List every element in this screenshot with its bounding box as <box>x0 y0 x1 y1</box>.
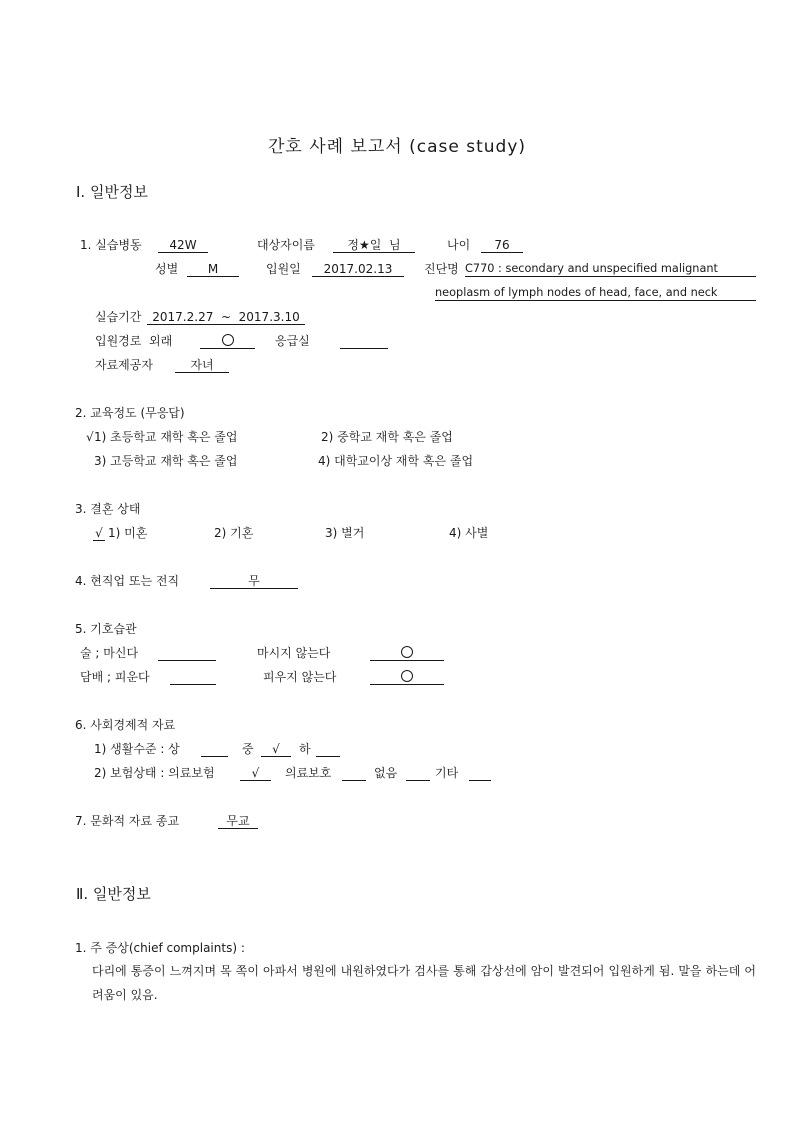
no-alcohol-label: 마시지 않는다 <box>257 646 331 660</box>
admit-date-value: 2017.02.13 <box>312 262 404 277</box>
living-standard-label: 1) 생활수준 : 상 <box>94 742 180 756</box>
ward-value: 42W <box>158 238 208 253</box>
socio-heading: 6. 사회경제적 자료 <box>75 718 176 732</box>
emergency-label: 응급실 <box>275 334 310 348</box>
practice-period-value: 2017.2.27 ~ 2017.3.10 <box>147 310 305 325</box>
diagnosis-line1: C770 : secondary and unspecified malignant <box>465 262 756 277</box>
sex-label: 성별 <box>155 262 179 276</box>
education-heading: 2. 교육정도 (무응답) <box>75 406 185 420</box>
education-option-4: 4) 대학교이상 재학 혹은 졸업 <box>318 454 474 468</box>
medical-aid-blank <box>342 766 366 781</box>
chief-complaint-heading: 1. 주 증상(chief complaints) : <box>75 941 245 955</box>
diagnosis-label: 진단명 <box>424 262 459 276</box>
chief-complaint-text: 다리에 통증이 느껴지며 목 쪽이 아파서 병원에 내원하였다가 검사를 통해 갑상선에 암이 발견되어 입원하게 됨. 말을 하는데 어려움이 있음. <box>92 964 756 1002</box>
age-value: 76 <box>481 238 523 253</box>
data-provider-label: 자료제공자 <box>95 358 153 372</box>
education-option-3: 3) 고등학교 재학 혹은 졸업 <box>94 454 238 468</box>
medical-aid-label: 의료보호 <box>285 766 332 780</box>
living-mid-check: √ <box>261 742 291 757</box>
section-heading-general-info-2: Ⅱ. 일반정보 <box>76 885 151 903</box>
no-insurance-label: 없음 <box>374 766 398 780</box>
alcohol-label: 술 ; 마신다 <box>80 646 139 660</box>
living-low-blank <box>316 742 340 757</box>
occupation-heading: 4. 현직업 또는 전직 <box>75 574 180 588</box>
other-insurance-label: 기타 <box>435 766 459 780</box>
page-title: 간호 사례 보고서 (case study) <box>267 137 527 157</box>
admit-date-label: 입원일 <box>266 262 301 276</box>
marriage-option-1: 1) 미혼 <box>108 526 148 540</box>
smoking-label: 담배 ; 피운다 <box>80 670 150 684</box>
circle-mark-icon <box>401 670 413 682</box>
ward-label: 1. 실습병동 <box>80 238 142 252</box>
circle-mark-icon <box>222 334 234 346</box>
religion-value: 무교 <box>218 814 258 829</box>
age-label: 나이 <box>447 238 471 252</box>
practice-period-label: 실습기간 <box>95 310 142 324</box>
marriage-option-2: 2) 기혼 <box>214 526 254 540</box>
education-check-mark: √ <box>86 430 94 444</box>
marriage-heading: 3. 결혼 상태 <box>75 502 141 516</box>
emergency-blank <box>340 334 388 349</box>
no-alcohol-mark <box>370 646 444 661</box>
no-smoking-label: 피우지 않는다 <box>263 670 337 684</box>
sex-value: M <box>187 262 239 277</box>
alcohol-blank <box>158 646 216 661</box>
patient-name-label: 대상자이름 <box>257 238 315 252</box>
culture-heading: 7. 문화적 자료 종교 <box>75 814 180 828</box>
marriage-option-3: 3) 별거 <box>325 526 365 540</box>
no-insurance-blank <box>406 766 430 781</box>
circle-mark-icon <box>401 646 413 658</box>
occupation-value: 무 <box>210 574 298 589</box>
insurance-label: 2) 보험상태 : 의료보험 <box>94 766 215 780</box>
smoking-blank <box>170 670 216 685</box>
living-mid-label: 중 <box>242 742 254 756</box>
diagnosis-line2: neoplasm of lymph nodes of head, face, and neck <box>435 286 756 301</box>
education-option-2: 2) 중학교 재학 혹은 졸업 <box>321 430 453 444</box>
marriage-check-mark: √ <box>93 526 105 541</box>
living-high-blank <box>201 742 228 757</box>
no-smoking-mark <box>370 670 444 685</box>
other-insurance-blank <box>469 766 491 781</box>
marriage-option-4: 4) 사별 <box>449 526 489 540</box>
outpatient-mark <box>200 334 255 349</box>
data-provider-value: 자녀 <box>175 358 229 373</box>
admission-route-label: 입원경로 외래 <box>95 334 173 348</box>
patient-name-value: 정★일 님 <box>333 238 415 253</box>
star-icon: ★ <box>359 238 370 252</box>
education-option-1: 1) 초등학교 재학 혹은 졸업 <box>94 430 238 444</box>
insurance-check: √ <box>240 766 271 781</box>
habits-heading: 5. 기호습관 <box>75 622 137 636</box>
section-heading-general-info: Ⅰ. 일반정보 <box>76 183 148 201</box>
living-low-label: 하 <box>299 742 311 756</box>
